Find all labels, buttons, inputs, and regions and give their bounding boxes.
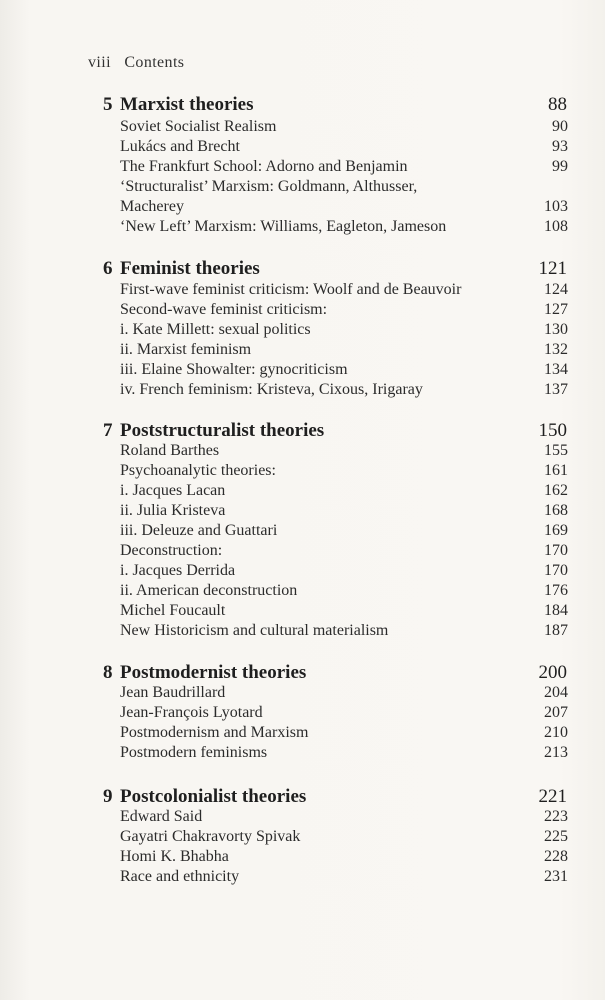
entry-title: Deconstruction: [120,542,223,559]
toc-entry [120,847,568,867]
entry-title: i. Jacques Lacan [120,482,226,499]
toc-entry [120,360,568,380]
entry-page-number: 137 [544,381,568,398]
toc-entry [120,807,568,827]
entry-title: ‘Structuralist’ Marxism: Goldmann, Althusser, Macherey [120,178,418,215]
entry-page-number: 127 [544,301,568,318]
chapter-heading [0,94,605,118]
entry-title: Soviet Socialist Realism [120,118,277,135]
chapter-number: 8 [103,662,113,683]
toc-entry [120,521,568,541]
entry-title: Jean Baudrillard [120,684,226,701]
entry-title: iii. Deleuze and Guattari [120,522,278,539]
entry-page-number: 108 [544,218,568,235]
entry-page-number: 169 [544,522,568,539]
chapter-page-number: 150 [538,420,567,441]
entry-page-number: 184 [544,602,568,619]
entry-page-number: 170 [544,542,568,559]
toc-entry [120,481,568,501]
entry-title: i. Kate Millett: sexual politics [120,321,311,338]
entry-page-number: 168 [544,502,568,519]
entry-title: ii. Julia Kristeva [120,502,226,519]
entry-title: Gayatri Chakravorty Spivak [120,828,301,845]
entry-page-number: 228 [544,848,568,865]
entry-page-number: 103 [544,198,568,215]
chapter-number: 9 [103,786,113,807]
entry-page-number: 207 [544,704,568,721]
entry-page-number: 124 [544,281,568,298]
entry-page-number: 161 [544,462,568,479]
entry-page-number: 90 [552,118,568,135]
entry-page-number: 231 [544,868,568,885]
entry-title: ii. American deconstruction [120,582,298,599]
entry-title: The Frankfurt School: Adorno and Benjamin [120,158,408,175]
entry-page-number: 225 [544,828,568,845]
entry-title: Michel Foucault [120,602,226,619]
entry-page-number: 93 [552,138,568,155]
running-head [88,54,184,72]
toc-entry [120,117,568,137]
entry-title: Roland Barthes [120,442,220,459]
entry-title: Race and ethnicity [120,868,240,885]
entry-title: Postmodern feminisms [120,744,268,761]
toc-entry [120,157,568,177]
toc-entry [120,441,568,461]
entry-title: iv. French feminism: Kristeva, Cixous, Irigaray [120,381,423,398]
toc-entry [120,461,568,481]
chapter-title: Marxist theories [120,94,254,115]
toc-entry [120,501,568,521]
toc-entry [120,541,568,561]
chapter-page-number: 200 [538,662,567,683]
toc-entry [120,340,568,360]
entry-title: ‘New Left’ Marxism: Williams, Eagleton, Jameson [120,218,447,235]
chapter-heading [0,258,605,282]
entry-page-number: 130 [544,321,568,338]
chapter-number: 6 [103,258,113,279]
toc-entry [120,280,568,300]
entry-page-number: 213 [544,744,568,761]
entry-page-number: 162 [544,482,568,499]
entry-title: Second-wave feminist criticism: [120,301,328,318]
toc-entry [120,581,568,601]
entry-title: New Historicism and cultural materialism [120,622,389,639]
running-head-title: Contents [124,54,185,71]
chapter-number: 5 [103,94,113,115]
entry-page-number: 187 [544,622,568,639]
entry-title: i. Jacques Derrida [120,562,236,579]
toc-entry [120,601,568,621]
entry-page-number: 210 [544,724,568,741]
toc-entry [120,561,568,581]
entry-title: ii. Marxist feminism [120,341,252,358]
toc-entry [120,743,568,763]
toc-entry [120,380,568,400]
toc-entry [120,137,568,157]
entry-page-number: 134 [544,361,568,378]
toc-entry [120,723,568,743]
chapter-number: 7 [103,420,113,441]
entry-title: Jean-François Lyotard [120,704,263,721]
toc-entry [120,703,568,723]
page-folio: viii [88,54,111,71]
chapter-page-number: 88 [548,94,567,115]
toc-entry [120,827,568,847]
chapter-page-number: 121 [538,258,567,279]
entry-title: Postmodernism and Marxism [120,724,309,741]
entry-title: Homi K. Bhabha [120,848,229,865]
entry-page-number: 132 [544,341,568,358]
toc-entry [120,300,568,320]
entry-page-number: 155 [544,442,568,459]
entry-page-number: 223 [544,808,568,825]
entry-title: iii. Elaine Showalter: gynocriticism [120,361,348,378]
chapter-page-number: 221 [538,786,567,807]
entry-title: Edward Said [120,808,203,825]
entry-title: Psychoanalytic theories: [120,462,276,479]
toc-entry [120,320,568,340]
chapter-title: Feminist theories [120,258,260,279]
toc-entry [120,683,568,703]
entry-title: Lukács and Brecht [120,138,240,155]
entry-page-number: 170 [544,562,568,579]
toc-entry [120,867,568,887]
entry-title: First-wave feminist criticism: Woolf and de Beauvoir [120,281,462,298]
entry-page-number: 176 [544,582,568,599]
chapter-title: Postmodernist theories [120,662,307,683]
toc-entry [120,177,568,217]
chapter-title: Poststructuralist theories [120,420,325,441]
entry-page-number: 204 [544,684,568,701]
chapter-title: Postcolonialist theories [120,786,307,807]
toc-entry [120,621,568,641]
toc-entry [120,217,568,237]
entry-page-number: 99 [552,158,568,175]
